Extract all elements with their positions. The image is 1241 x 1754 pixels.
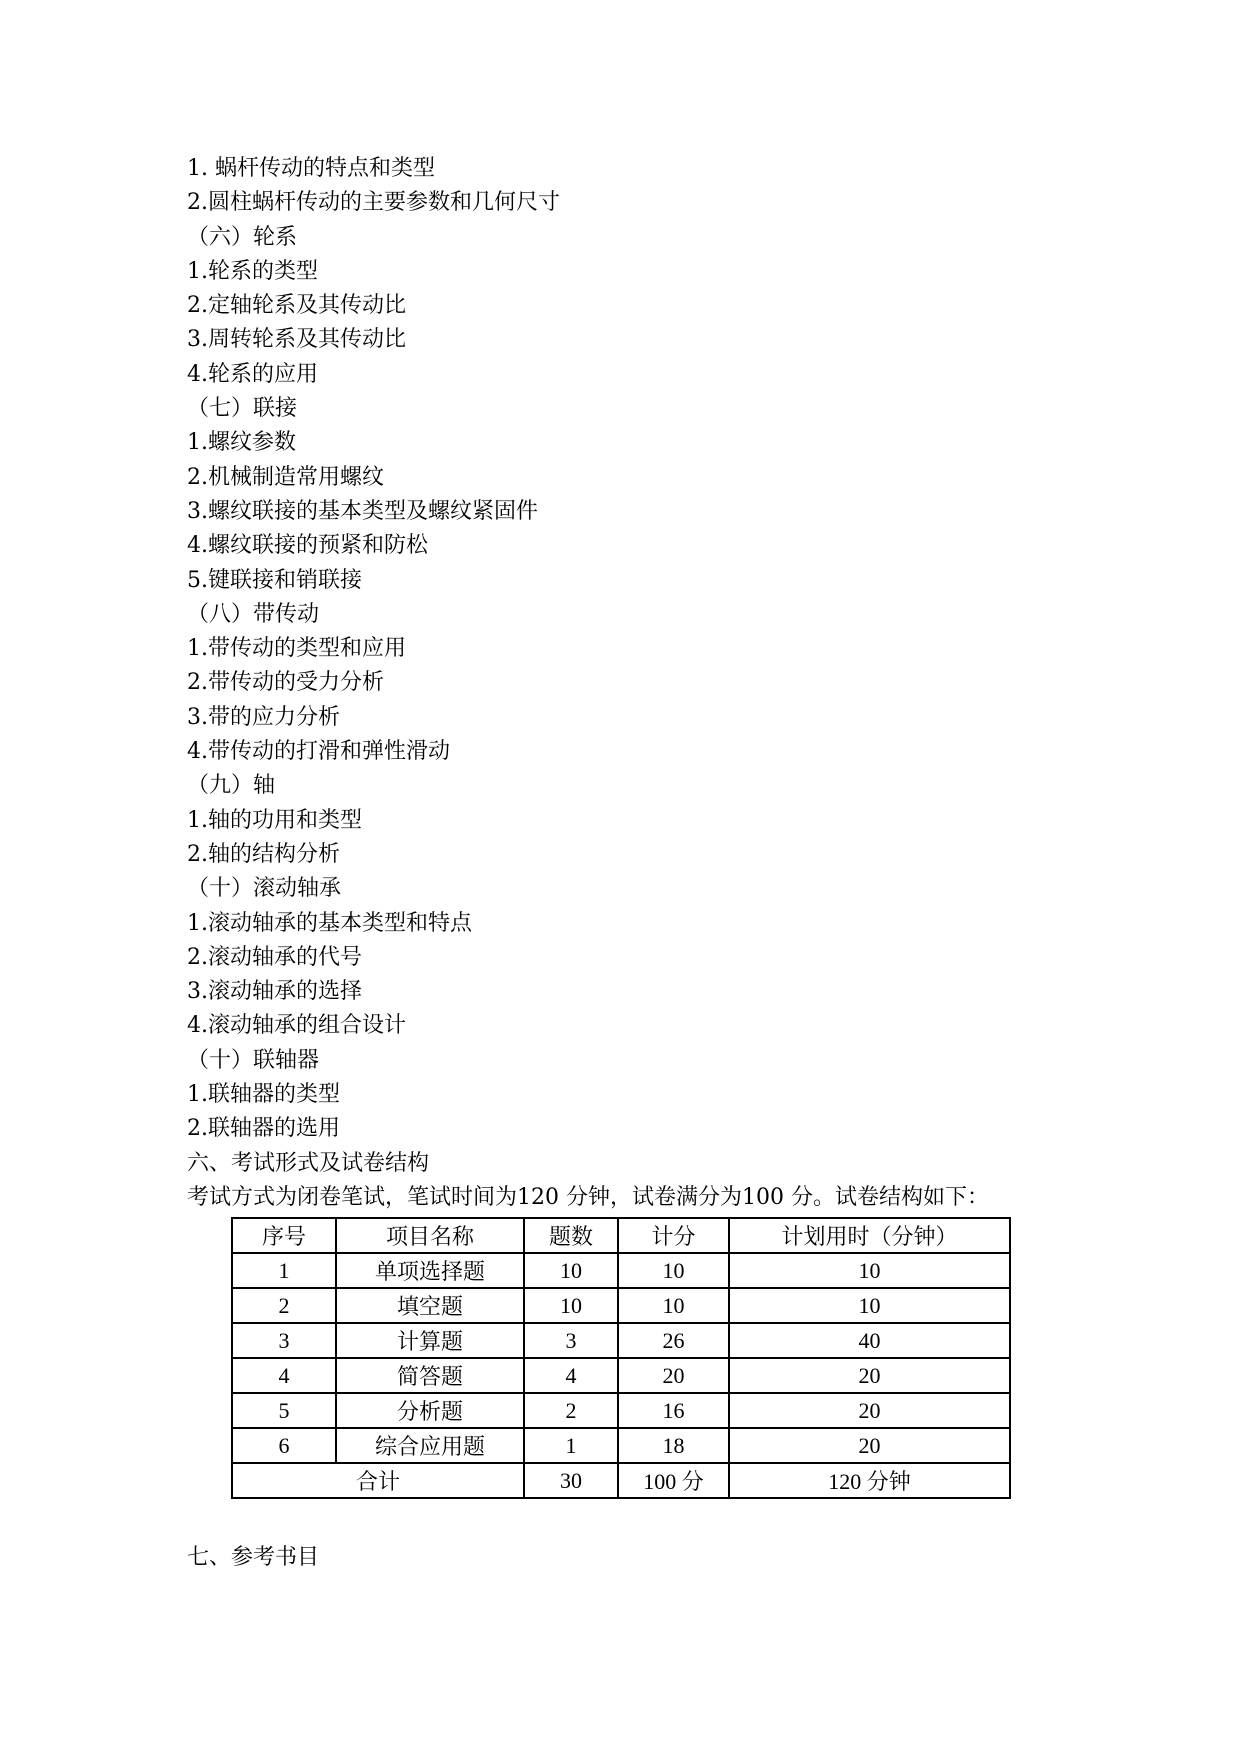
outline-line: 3.带的应力分析 xyxy=(187,704,340,730)
table-cell: 2 xyxy=(232,1288,336,1323)
table-cell: 5 xyxy=(232,1393,336,1428)
table-cell: 4 xyxy=(524,1358,618,1393)
section-heading: （七）联接 xyxy=(187,396,298,422)
total-cell: 120 分钟 xyxy=(729,1463,1010,1498)
outline-line: 3.滚动轴承的选择 xyxy=(187,979,362,1005)
total-label-cell: 合计 xyxy=(232,1463,524,1498)
header-cell: 计分 xyxy=(618,1218,729,1253)
table-cell: 20 xyxy=(618,1358,729,1393)
table-cell: 6 xyxy=(232,1428,336,1463)
table-cell: 1 xyxy=(232,1253,336,1288)
table-cell: 单项选择题 xyxy=(336,1253,524,1288)
outline-line: 2.机械制造常用螺纹 xyxy=(187,464,384,490)
outline-line: 2.圆柱蜗杆传动的主要参数和几何尺寸 xyxy=(187,190,560,216)
outline-line: 2.联轴器的选用 xyxy=(187,1116,340,1142)
table-row xyxy=(232,1358,1010,1393)
section-heading: （六）轮系 xyxy=(187,224,298,250)
outline-line: 3.周转轮系及其传动比 xyxy=(187,327,406,353)
outline-line: 2.带传动的受力分析 xyxy=(187,670,384,696)
table-cell: 4 xyxy=(232,1358,336,1393)
outline-line: 4.轮系的应用 xyxy=(187,361,318,387)
outline-line: 2.滚动轴承的代号 xyxy=(187,944,362,970)
table-cell: 20 xyxy=(729,1358,1010,1393)
outline-lines xyxy=(187,152,989,1215)
outline-line: 1.带传动的类型和应用 xyxy=(187,636,406,662)
table-cell: 10 xyxy=(524,1253,618,1288)
outline-line: 4.螺纹联接的预紧和防松 xyxy=(187,533,428,559)
outline-line: 5.键联接和销联接 xyxy=(187,567,362,593)
table-cell: 10 xyxy=(618,1288,729,1323)
table-cell: 填空题 xyxy=(336,1288,524,1323)
table-header-row xyxy=(232,1218,1010,1253)
references-heading: 七、参考书目 xyxy=(187,1545,320,1570)
header-cell: 计划用时（分钟） xyxy=(729,1218,1010,1253)
outline-line: 2.定轴轮系及其传动比 xyxy=(187,293,406,319)
table-cell: 20 xyxy=(729,1428,1010,1463)
outline-line: 1.滚动轴承的基本类型和特点 xyxy=(187,910,472,936)
section-heading: （十）联轴器 xyxy=(187,1047,320,1073)
table-total-row xyxy=(232,1463,1010,1498)
table-cell: 分析题 xyxy=(336,1393,524,1428)
outline-line: 4.滚动轴承的组合设计 xyxy=(187,1013,406,1039)
table-cell: 20 xyxy=(729,1393,1010,1428)
outline-line: 2.轴的结构分析 xyxy=(187,841,340,867)
header-cell: 序号 xyxy=(232,1218,336,1253)
table-cell: 1 xyxy=(524,1428,618,1463)
section-heading: （九）轴 xyxy=(187,773,276,799)
outline-line: 1.轮系的类型 xyxy=(187,258,318,284)
table-row xyxy=(232,1428,1010,1463)
table-cell: 10 xyxy=(524,1288,618,1323)
outline-line: 4.带传动的打滑和弹性滑动 xyxy=(187,739,450,765)
total-cell: 100 分 xyxy=(618,1463,729,1498)
table-cell: 简答题 xyxy=(336,1358,524,1393)
chapter-heading: 六、考试形式及试卷结构 xyxy=(187,1150,430,1176)
table-row xyxy=(232,1323,1010,1358)
table-cell: 26 xyxy=(618,1323,729,1358)
outline-line: 3.螺纹联接的基本类型及螺纹紧固件 xyxy=(187,498,538,524)
table-row xyxy=(232,1393,1010,1428)
outline-line: 1.螺纹参数 xyxy=(187,430,296,456)
table-cell: 3 xyxy=(232,1323,336,1358)
total-cell: 30 xyxy=(524,1463,618,1498)
table-row xyxy=(232,1288,1010,1323)
table-cell: 10 xyxy=(618,1253,729,1288)
table-cell: 18 xyxy=(618,1428,729,1463)
outline-line: 1. 蜗杆传动的特点和类型 xyxy=(187,156,435,181)
table-row xyxy=(232,1253,1010,1288)
table-cell: 计算题 xyxy=(336,1323,524,1358)
section-heading: （十）滚动轴承 xyxy=(187,876,342,902)
exam-description: 考试方式为闭卷笔试，笔试时间为120 分钟，试卷满分为100 分。试卷结构如下： xyxy=(187,1184,989,1210)
table-cell: 40 xyxy=(729,1323,1010,1358)
outline-line: 1.联轴器的类型 xyxy=(187,1082,340,1108)
table-cell: 10 xyxy=(729,1288,1010,1323)
header-cell: 题数 xyxy=(524,1218,618,1253)
table-cell: 10 xyxy=(729,1253,1010,1288)
table-cell: 16 xyxy=(618,1393,729,1428)
table-cell: 3 xyxy=(524,1323,618,1358)
outline-line: 1.轴的功用和类型 xyxy=(187,807,362,833)
header-cell: 项目名称 xyxy=(336,1218,524,1253)
table-cell: 2 xyxy=(524,1393,618,1428)
section-heading: （八）带传动 xyxy=(187,601,320,627)
table-cell: 综合应用题 xyxy=(336,1428,524,1463)
exam-structure-table xyxy=(231,1217,1011,1499)
